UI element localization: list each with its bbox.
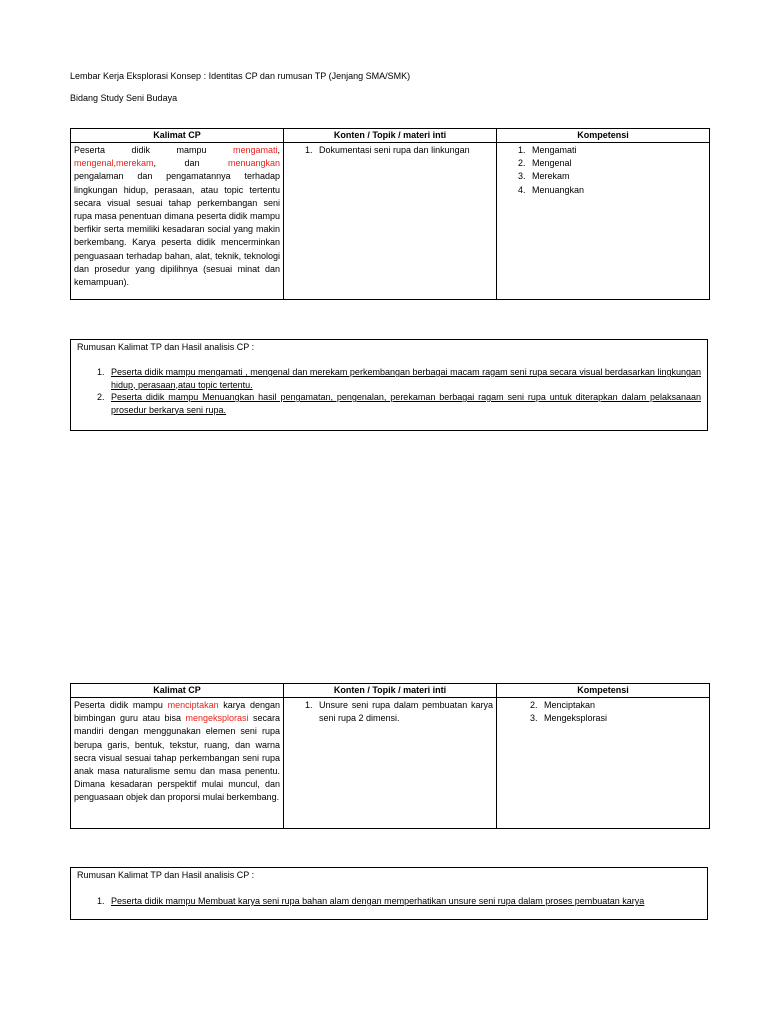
header-kalimat-cp: Kalimat CP: [71, 129, 284, 143]
header-kalimat-cp: Kalimat CP: [71, 684, 284, 698]
kompetensi-cell: [497, 698, 710, 829]
list-item: 1. Peserta didik mampu Membuat karya seni rupa bahan alam dengan memperhatikan unsure seni rupa dalam proses pembuatan karya: [107, 895, 701, 908]
rumusan-box-1: [70, 339, 708, 431]
rumusan-box-2: [70, 867, 708, 920]
highlight-mengenal-merekam: mengenal,merekam: [74, 158, 154, 169]
header-konten: Konten / Topik / materi inti: [284, 684, 497, 698]
list-item: 2. Peserta didik mampu Menuangkan hasil pengamatan, pengenalan, perekaman berbagai ragam seni rupa untuk diterapkan dalam pelaksanaan prosedur berkarya seni rupa.: [107, 391, 701, 416]
highlight-menuangkan: menuangkan: [227, 158, 280, 169]
highlight-mengeksplorasi: mengeksplorasi: [185, 713, 249, 724]
list-item: 1. Mengamati: [528, 144, 706, 157]
konten-cell: [284, 143, 497, 300]
header-konten: Konten / Topik / materi inti: [284, 129, 497, 143]
cp-table-1: [70, 128, 710, 300]
subject-label: Bidang Study Seni Budaya: [70, 93, 178, 103]
list-item: 4. Menuangkan: [528, 184, 706, 197]
list-item: 3. Mengeksplorasi: [540, 712, 706, 725]
header-kompetensi: Kompetensi: [497, 129, 710, 143]
kalimat-cp-cell: Peserta didik mampu menciptakan karya dengan bimbingan guru atau bisa mengeksplorasi secara mandiri dengan menggunakan elemen seni rupa berupa garis, bentuk, tekstur, ruang, dan warna secra visual sesuai tahap perkembangan seni rupa anak masa naturalisme semu dan masa penentu. Dimana kesadaran perspektif mulai muncul, dan penguasaan objek dan proporsi mulai berkembang.: [71, 698, 284, 829]
cp-table-2: [70, 683, 710, 829]
list-item: 3. Merekam: [528, 170, 706, 183]
list-item: 1. Unsure seni rupa dalam pembuatan karya seni rupa 2 dimensi.: [315, 699, 493, 725]
highlight-mengamati: mengamati: [232, 145, 278, 155]
konten-cell: [284, 698, 497, 829]
header-kompetensi: Kompetensi: [497, 684, 710, 698]
list-item: 2. Mengenal: [528, 157, 706, 170]
highlight-menciptakan: menciptakan: [167, 700, 219, 710]
kalimat-cp-cell: Peserta didik mampu mengamati, mengenal,merekam, dan menuangkan pengalaman dan pengamatannya terhadap lingkungan hidup, perasaan, atau topic tertentu secara visual sesuai tahap perkembangan seni rupa masa penentuan dimana peserta didik mampu berfikir serta memiliki kesadaran social yang makin berkembang. Karya peserta didik mencerminkan penguasaan terhadap bahan, alat, teknik, teknologi dan prosedur yang dipilihnya (sesuai minat dan kemampuan).: [71, 143, 284, 300]
list-item: 2. Menciptakan: [540, 699, 706, 712]
kompetensi-cell: [497, 143, 710, 300]
rumusan-heading: Rumusan Kalimat TP dan Hasil analisis CP :: [77, 342, 255, 352]
rumusan-heading: Rumusan Kalimat TP dan Hasil analisis CP :: [77, 870, 255, 880]
document-title: Lembar Kerja Eksplorasi Konsep : Identitas CP dan rumusan TP (Jenjang SMA/SMK): [70, 71, 411, 81]
list-item: 1. Dokumentasi seni rupa dan linkungan: [315, 144, 493, 157]
list-item: 1. Peserta didik mampu mengamati , mengenal dan merekam perkembangan berbagai macam ragam seni rupa secara visual berdasarkan lingkungan hidup, perasaan,atau topic tertentu.: [107, 366, 701, 391]
